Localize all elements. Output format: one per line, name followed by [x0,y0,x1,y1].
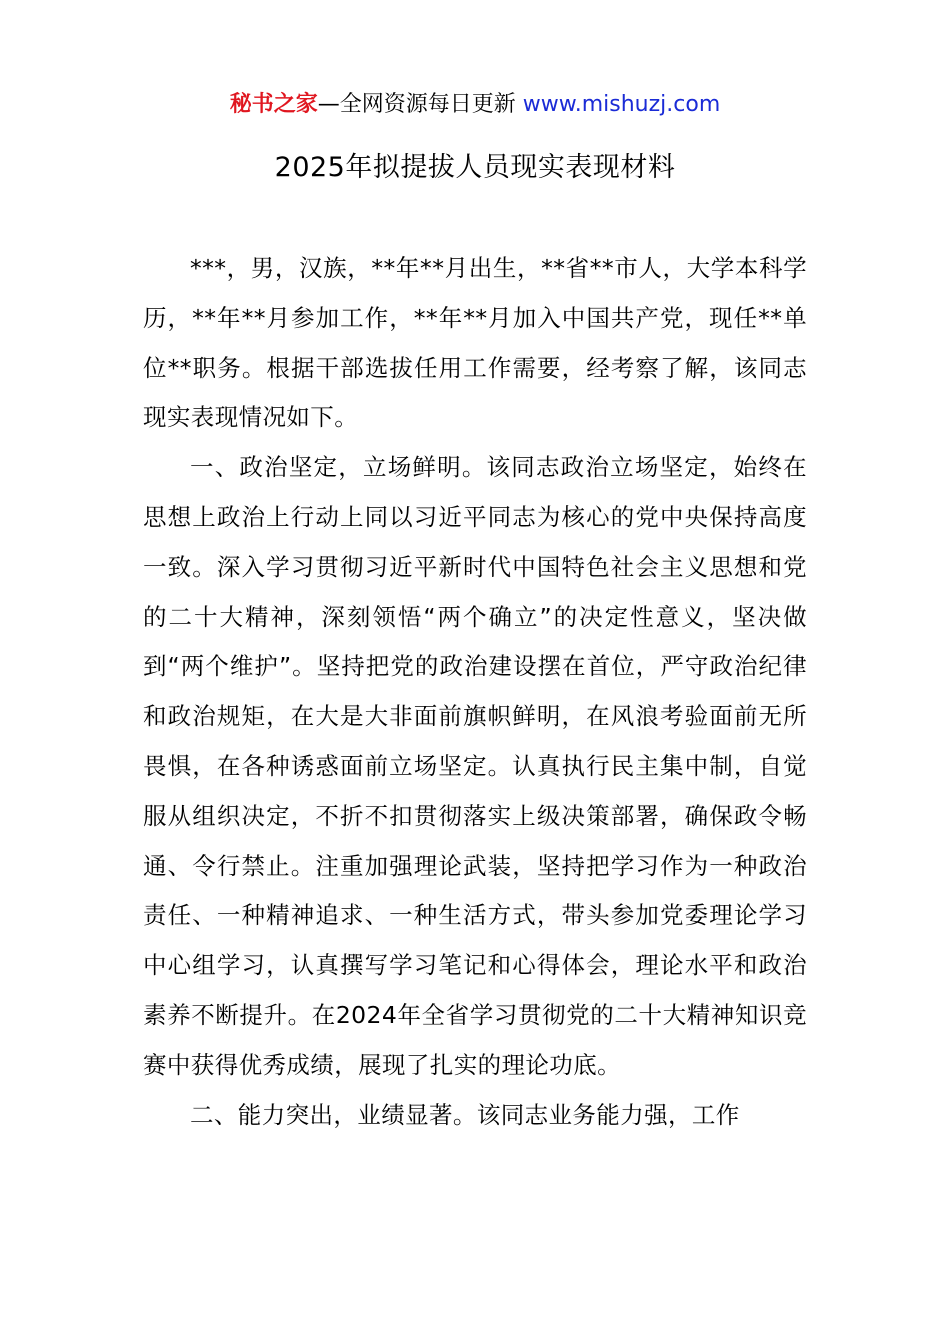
site-header [0,88,950,122]
site-tagline: —全网资源每日更新 [317,92,523,117]
site-brand: 秘书之家 [229,92,318,117]
paragraph-section-2: 二、能力突出，业绩显著。该同志业务能力强，工作 [190,1100,740,1129]
document-body [143,244,807,1140]
site-url-link[interactable]: www.mishuzj.com [522,92,721,117]
paragraph-section-1: 一、政治坚定，立场鲜明。该同志政治立场坚定，始终在思想上政治上行动上同以习近平同志为核心的党中央保持高度一致。深入学习贯彻习近平新时代中国特色社会主义思想和党的二十大精神，深刻领悟“两个确立”的决定性意义，坚决做到“两个维护”。坚持把党的政治建设摆在首位，严守政治纪律和政治规矩，在大是大非面前旗帜鲜明，在风浪考验面前无所畏惧，在各种诱惑面前立场坚定。认真执行民主集中制，自觉服从组织决定，不折不扣贯彻落实上级决策部署，确保政令畅通、令行禁止。注重加强理论武装，坚持把学习作为一种政治责任、一种精神追求、一种生活方式，带头参加党委理论学习中心组学习，认真撰写学习笔记和心得体会，理论水平和政治素养不断提升。在2024年全省学习贯彻党的二十大精神知识竞赛中获得优秀成绩，展现了扎实的理论功底。 [143,453,807,1079]
paragraph-intro: ***，男，汉族，**年**月出生，**省**市人，大学本科学历，**年**月参加工作，**年**月加入中国共产党，现任**单位**职务。根据干部选拔任用工作需要，经考察了解，该同志现实表现情况如下。 [143,254,807,432]
document-title: 2025年拟提拔人员现实表现材料 [274,152,676,183]
